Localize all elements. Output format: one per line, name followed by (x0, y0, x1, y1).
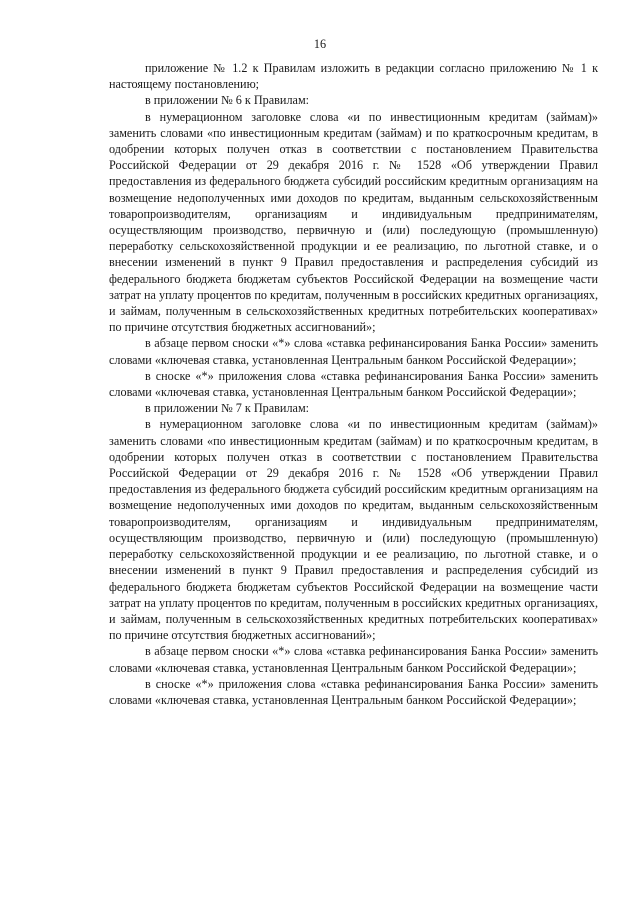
paragraph-appendix-7-heading: в приложении № 7 к Правилам: (145, 401, 310, 416)
paragraph-appendix-7-footnote-1: в абзаце первом сноски «*» слова «ставка рефинансирования Банка России» заменить словами «ключевая ставка, установленная Центральным банком Российской Федерации»; (109, 644, 598, 675)
document-body (109, 60, 598, 708)
paragraph-appendix-6-title-change: в нумерационном заголовке слова «и по инвестиционным кредитам (займам)» заменить словами «по инвестиционным кредитам (займам) и по краткосрочным кредитам, в одобрении которых получен отказ в соответствии с постановлением Правительства Российской Федерации от 29 декабря 2016 г. № 1528 «Об утверждении Правил предоставления из федерального бюджета субсидий российским кредитным организациям на возмещение недополученных ими доходов по кредитам, выданным сельскохозяйственным товаропроизводителям, организациям и индивидуальным предпринимателям, осуществляющим производство, первичную и (или) последующую (промышленную) переработку сельскохозяйственной продукции и ее реализацию, по льготной ставке, и о внесении изменений в пункт 9 Правил предоставления и распределения субсидий из федерального бюджета бюджетам субъектов Российской Федерации на возмещение части затрат на уплату процентов по кредитам, полученным в российских кредитных организациях, и займам, полученным в сельскохозяйственных кредитных потребительских кооперативах» по причине отсутствия бюджетных ассигнований»; (109, 109, 598, 335)
paragraph-appendix-6-footnote-2: в сноске «*» приложения слова «ставка рефинансирования Банка России» заменить словами «ключевая ставка, установленная Центральным банком Российской Федерации»; (109, 368, 598, 400)
paragraph-appendix-6-heading: в приложении № 6 к Правилам: (145, 93, 310, 108)
paragraph-appendix-7-title-change: в нумерационном заголовке слова «и по инвестиционным кредитам (займам)» заменить словами «по инвестиционным кредитам (займам) и по краткосрочным кредитам, в одобрении которых получен отказ в соответствии с постановлением Правительства Российской Федерации от 29 декабря 2016 г. № 1528 «Об утверждении Правил предоставления из федерального бюджета субсидий российским кредитным организациям на возмещение недополученных ими доходов по кредитам, выданным сельскохозяйственным товаропроизводителям, организациям и индивидуальным предпринимателям, осуществляющим производство, первичную и (или) последующую (промышленную) переработку сельскохозяйственной продукции и ее реализацию, по льготной ставке, и о внесении изменений в пункт 9 Правил предоставления и распределения субсидий из федерального бюджета бюджетам субъектов Российской Федерации на возмещение части затрат на уплату процентов по кредитам, полученным в российских кредитных организациях, и займам, полученным в сельскохозяйственных кредитных потребительских кооперативах» по причине отсутствия бюджетных ассигнований»; (109, 417, 598, 643)
paragraph-appendix-6-footnote-1: в абзаце первом сноски «*» слова «ставка рефинансирования Банка России» заменить словами «ключевая ставка, установленная Центральным банком Российской Федерации»; (109, 336, 598, 367)
page-number: 16 (313, 37, 327, 51)
paragraph-appendix-7-footnote-2: в сноске «*» приложения слова «ставка рефинансирования Банка России» заменить словами «ключевая ставка, установленная Центральным банком Российской Федерации»; (109, 676, 598, 707)
paragraph-appendix-1-2: приложение № 1.2 к Правилам изложить в редакции согласно приложению № 1 к настоящему постановлению; (109, 61, 598, 92)
